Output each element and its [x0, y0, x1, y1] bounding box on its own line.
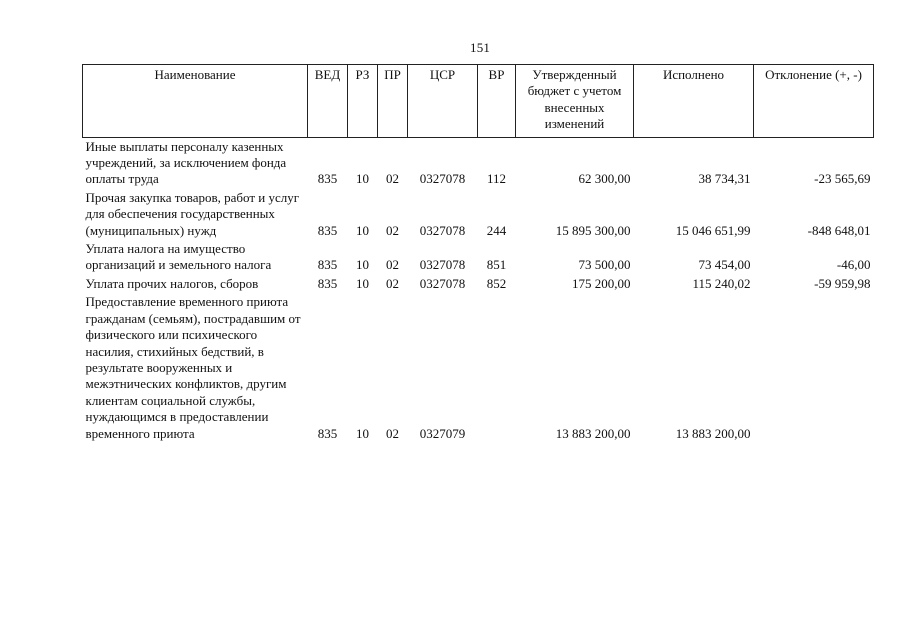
- table-row: [83, 189, 874, 240]
- table-row: [83, 240, 874, 275]
- row-executed: 38 734,31: [698, 171, 751, 187]
- row-pr: 02: [386, 222, 399, 238]
- row-csr: 0327078: [419, 171, 466, 187]
- row-deviation: -46,00: [836, 257, 871, 273]
- row-csr: 0327079: [419, 425, 466, 441]
- header-csr: ЦСР: [408, 65, 478, 138]
- row-rz: 10: [356, 171, 369, 187]
- table-row: [83, 275, 874, 293]
- row-ved: 835: [317, 222, 338, 238]
- row-csr: 0327078: [419, 275, 466, 291]
- row-pr: 02: [386, 171, 399, 187]
- row-name: Уплата налога на имущество организаций и земельного налога: [85, 241, 272, 273]
- table-row: [83, 293, 874, 443]
- row-approved: 73 500,00: [578, 257, 631, 273]
- row-name: Иные выплаты персоналу казенных учреждений, за исключением фонда оплаты труда: [85, 138, 287, 187]
- row-ved: 835: [317, 257, 338, 273]
- row-approved: 62 300,00: [578, 171, 631, 187]
- header-rz: РЗ: [348, 65, 378, 138]
- row-rz: 10: [356, 257, 369, 273]
- header-pr: ПР: [378, 65, 408, 138]
- row-name: Предоставление временного приюта гражданам (семьям), пострадавшим от физического или психического насилия, стихийных бедствий, в результате вооруженных и межэтнических конфликтов, другим клиентам социальной службы, нуждающимся в предоставлении временного приюта: [85, 294, 301, 441]
- row-deviation: -59 959,98: [814, 275, 871, 291]
- header-approved: Утвержденный бюджет с учетом внесенных изменений: [516, 65, 634, 138]
- header-ved: ВЕД: [308, 65, 348, 138]
- table-row: [83, 137, 874, 189]
- row-rz: 10: [356, 222, 369, 238]
- budget-table: [82, 64, 874, 443]
- row-approved: 13 883 200,00: [555, 425, 631, 441]
- row-vr: 112: [486, 171, 507, 187]
- row-vr: 244: [486, 222, 507, 238]
- row-pr: 02: [386, 257, 399, 273]
- table-header-row: [83, 65, 874, 138]
- row-ved: 835: [317, 171, 338, 187]
- row-name: Уплата прочих налогов, сборов: [85, 275, 259, 291]
- row-csr: 0327078: [419, 257, 466, 273]
- row-executed: 15 046 651,99: [675, 222, 751, 238]
- row-rz: 10: [356, 275, 369, 291]
- row-executed: 13 883 200,00: [675, 425, 751, 441]
- row-csr: 0327078: [419, 222, 466, 238]
- row-vr: 852: [486, 275, 507, 291]
- header-executed: Исполнено: [634, 65, 754, 138]
- row-ved: 835: [317, 425, 338, 441]
- row-deviation: -848 648,01: [807, 222, 871, 238]
- header-name: Наименование: [83, 65, 308, 138]
- page-number: 151: [470, 40, 491, 55]
- row-vr: 851: [486, 257, 507, 273]
- row-vr: [478, 293, 516, 443]
- header-vr: ВР: [478, 65, 516, 138]
- header-deviation: Отклонение (+, -): [754, 65, 874, 138]
- row-approved: 175 200,00: [572, 275, 631, 291]
- row-pr: 02: [386, 425, 399, 441]
- row-deviation: -23 565,69: [814, 171, 871, 187]
- row-executed: 115 240,02: [692, 275, 751, 291]
- row-deviation: [754, 293, 874, 443]
- row-executed: 73 454,00: [698, 257, 751, 273]
- row-name: Прочая закупка товаров, работ и услуг для обеспечения государственных (муниципальных) нужд: [85, 189, 300, 238]
- row-pr: 02: [386, 275, 399, 291]
- row-ved: 835: [317, 275, 338, 291]
- row-approved: 15 895 300,00: [555, 222, 631, 238]
- row-rz: 10: [356, 425, 369, 441]
